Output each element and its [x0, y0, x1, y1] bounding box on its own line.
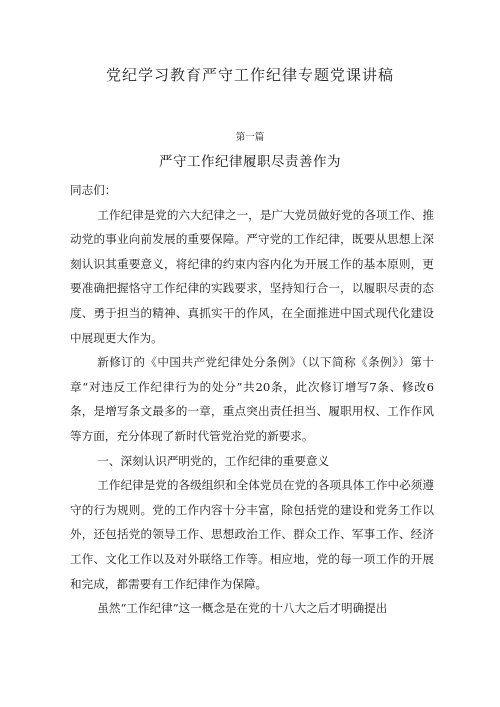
document-title: 党纪学习教育严守工作纪律专题党课讲稿 — [105, 66, 394, 84]
section-label: 第一篇 — [235, 132, 265, 143]
heading-1: 一、深刻认识严明党的，工作纪律的重要意义 — [97, 453, 330, 468]
paragraph-3: 工作纪律是党的各级组织和全体党员在党的各项具体工作中必须遵守的行为规则。党的工作内容十分丰富，除包括党的建设和党务工作以外，还包括党的领导工作、思想政治工作、群众工作、军事工作、经济工作、文化工作以及对外联络工作等。相应地，党的每一项工作的开展和完成，都需要有工作纪律作为保障。 — [70, 478, 434, 591]
section-title: 严守工作纪律履职尽责善作为 — [159, 154, 341, 170]
paragraph-1: 工作纪律是党的六大纪律之一，是广大党员做好党的各项工作、推动党的事业向前发展的重要保障。严守党的工作纪律，既要从思想上深刻认识其重要意义，将纪律的约束内容内化为开展工作的基本原则，更要准确把握恪守工作纪律的实践要求，坚持知行合一，以履职尽责的态度、勇于担当的精神、真抓实干的作风，在全面推进中国式现代化建设中展现更大作为。 — [70, 207, 434, 345]
paragraph-4: 虽然“工作纪律”这一概念是在党的十八大之后才明确提出 — [97, 601, 388, 616]
salutation: 同志们： — [70, 183, 117, 197]
paragraph-2: 新修订的《中国共产党纪律处分条例》（以下简称《条例》）第十章“对违反工作纪律行为的处分”共20条，此次修订增写7条、修改6条，是增写条文最多的一章，重点突出责任担当、履职用权、工作作风等方面，充分体现了新时代管党治党的新要求。 — [70, 355, 434, 443]
document-body — [70, 178, 434, 621]
